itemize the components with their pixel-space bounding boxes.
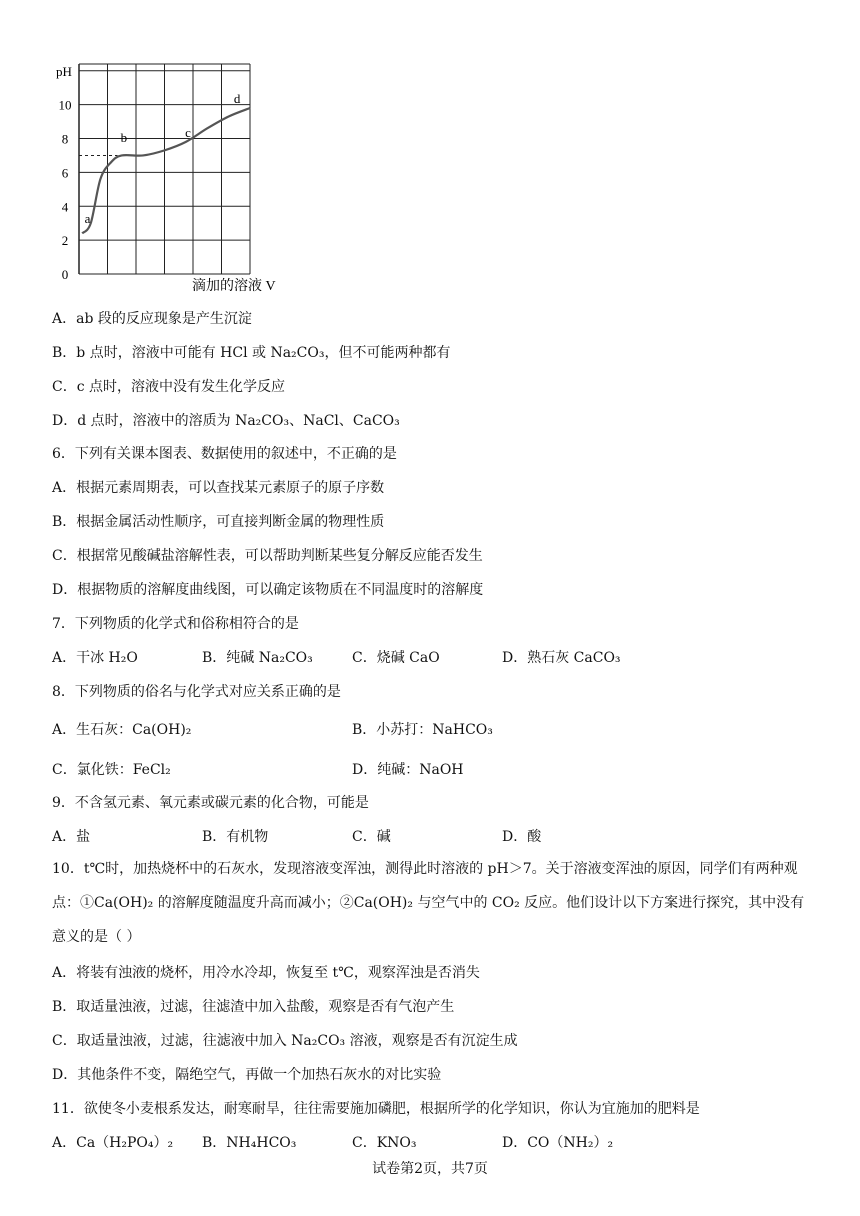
ph-chart [52, 56, 292, 296]
q7-stem: 7．下列物质的化学式和俗称相符合的是 [52, 616, 299, 632]
page-footer: 试卷第2页，共7页 [372, 1161, 488, 1177]
q11-option-d: D．CO（NH₂）₂ [502, 1135, 614, 1151]
q8-stem: 8．下列物质的俗名与化学式对应关系正确的是 [52, 684, 341, 700]
q5-option-b: B．b 点时，溶液中可能有 HCl 或 Na₂CO₃，但不可能两种都有 [52, 345, 451, 361]
y-tick-label: 0 [61, 267, 69, 282]
y-tick-label: 4 [61, 199, 69, 215]
q10-stem: 10．t℃时，加热烧杯中的石灰水，发现溶液变浑浊，测得此时溶液的 pH＞7。关于溶液变浑浊的原因，同学们有两种观点：①Ca(OH)₂ 的溶解度随温度升高而减小；②Ca(OH)₂ 与空气中的 CO₂ 反应。他们设计以下方案进行探究，其中没有意义的是（ ） [52, 861, 805, 945]
q7-option-c: C．烧碱 CaO [352, 650, 440, 666]
y-axis-label: pH [56, 64, 72, 79]
q5-option-d: D．d 点时，溶液中的溶质为 Na₂CO₃、NaCl、CaCO₃ [52, 413, 400, 429]
q11-option-b: B．NH₄HCO₃ [202, 1135, 297, 1151]
q8-option-b: B．小苏打：NaHCO₃ [352, 722, 493, 738]
point-label-d: d [233, 90, 241, 106]
q8-option-a: A．生石灰：Ca(OH)₂ [52, 722, 192, 738]
q6-stem: 6．下列有关课本图表、数据使用的叙述中，不正确的是 [52, 446, 397, 462]
point-label-c: c [185, 124, 191, 140]
q8-option-c: C．氯化铁：FeCl₂ [52, 762, 171, 778]
q7-option-d: D．熟石灰 CaCO₃ [502, 650, 621, 666]
q9-option-b: B．有机物 [202, 829, 269, 845]
q11-option-a: A．Ca（H₂PO₄）₂ [52, 1135, 174, 1151]
q9-option-c: C．碱 [352, 829, 391, 845]
q8-option-d: D．纯碱：NaOH [352, 762, 464, 778]
q5-option-a: A．ab 段的反应现象是产生沉淀 [52, 311, 252, 327]
q9-option-a: A．盐 [52, 829, 91, 845]
point-label-b: b [120, 129, 128, 145]
q9-option-d: D．酸 [502, 829, 542, 845]
x-axis-label: 滴加的溶液 V [192, 279, 276, 294]
q10-option-c: C．取适量浊液，过滤，往滤液中加入 Na₂CO₃ 溶液，观察是否有沉淀生成 [52, 1033, 518, 1049]
q11-option-c: C．KNO₃ [352, 1135, 417, 1151]
q10-option-d: D．其他条件不变，隔绝空气，再做一个加热石灰水的对比实验 [52, 1067, 442, 1083]
y-tick-label: 6 [61, 165, 69, 181]
q11-stem: 11．欲使冬小麦根系发达，耐寒耐旱，往往需要施加磷肥，根据所学的化学知识，你认为宜施加的肥料是 [52, 1101, 700, 1117]
point-label-a: a [84, 211, 91, 227]
q7-option-a: A．干冰 H₂O [52, 650, 138, 666]
q6-option-b: B．根据金属活动性顺序，可直接判断金属的物理性质 [52, 514, 385, 530]
q9-stem: 9．不含氢元素、氧元素或碳元素的化合物，可能是 [52, 795, 369, 811]
y-tick-label: 10 [58, 97, 72, 113]
y-tick-label: 8 [61, 131, 69, 147]
q7-option-b: B．纯碱 Na₂CO₃ [202, 650, 313, 666]
y-tick-label: 2 [61, 233, 69, 249]
q6-option-a: A．根据元素周期表，可以查找某元素原子的原子序数 [52, 480, 385, 496]
q10-option-a: A．将装有浊液的烧杯，用冷水冷却，恢复至 t℃，观察浑浊是否消失 [52, 965, 480, 981]
q6-option-d: D．根据物质的溶解度曲线图，可以确定该物质在不同温度时的溶解度 [52, 582, 484, 598]
q5-option-c: C．c 点时，溶液中没有发生化学反应 [52, 379, 286, 395]
q6-option-c: C．根据常见酸碱盐溶解性表，可以帮助判断某些复分解反应能否发生 [52, 548, 483, 564]
q10-option-b: B．取适量浊液，过滤，往滤渣中加入盐酸，观察是否有气泡产生 [52, 999, 455, 1015]
